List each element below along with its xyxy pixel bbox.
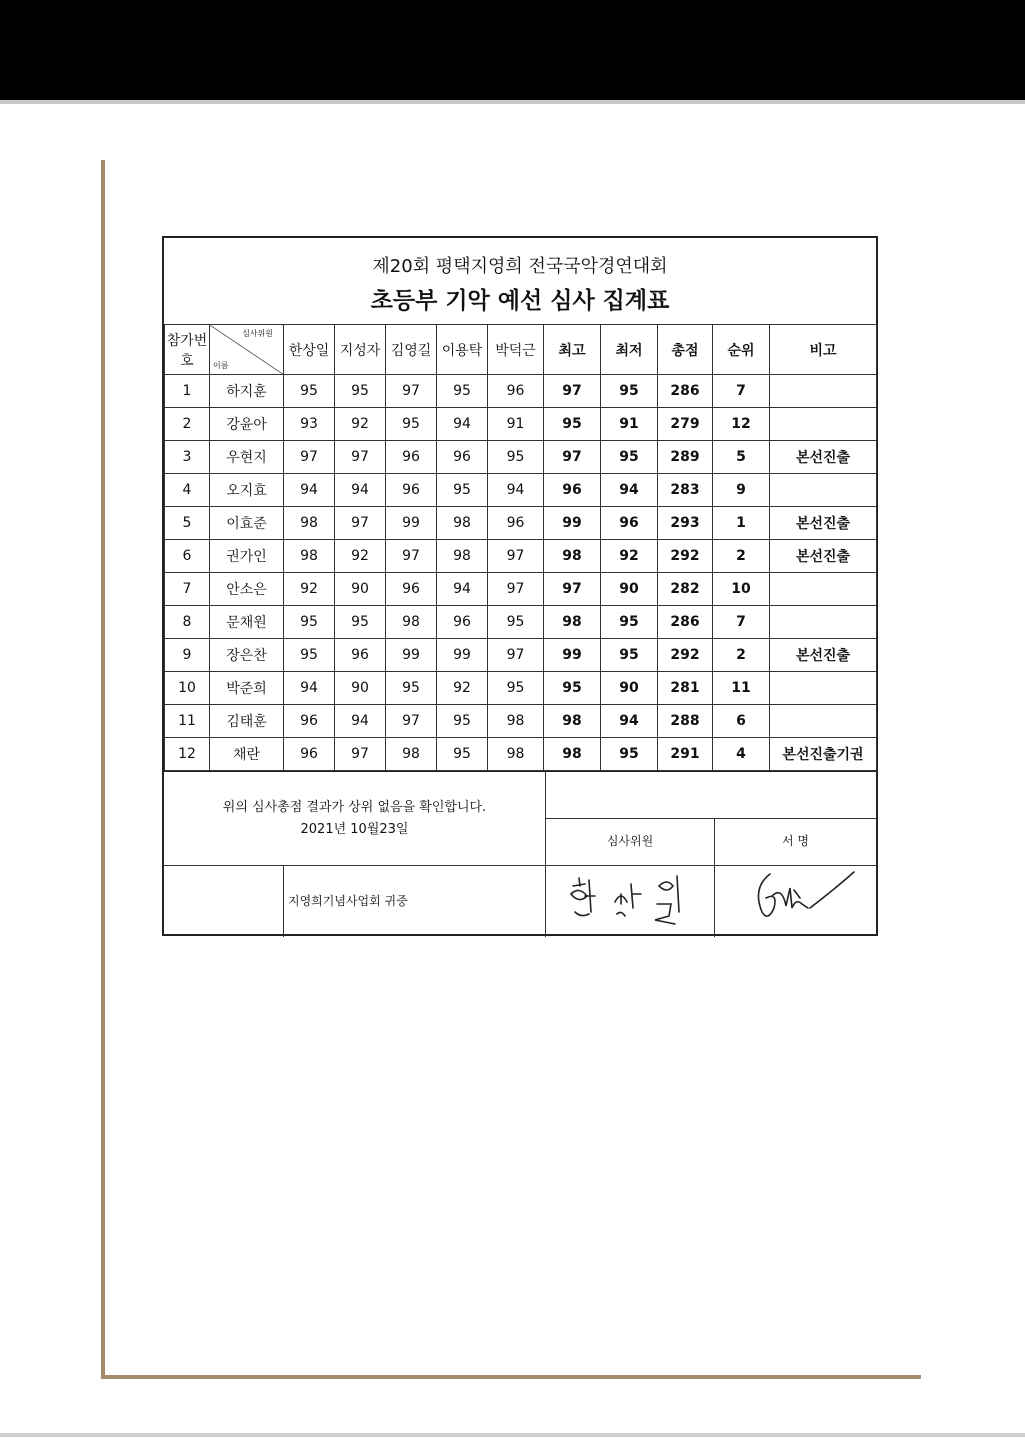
confirmation-box <box>164 772 545 865</box>
note: 본선진출 <box>770 507 877 540</box>
table-row <box>165 705 877 738</box>
score-judge-5: 96 <box>488 507 544 540</box>
score-judge-2: 96 <box>335 639 386 672</box>
score-judge-5: 98 <box>488 705 544 738</box>
contestant-name: 장은찬 <box>210 639 284 672</box>
paper-bottom-edge <box>101 1375 921 1379</box>
header-total: 총점 <box>658 325 713 375</box>
total-score: 283 <box>658 474 713 507</box>
score-judge-3: 96 <box>386 573 437 606</box>
score-judge-1: 95 <box>284 639 335 672</box>
score-judge-1: 93 <box>284 408 335 441</box>
max-score: 95 <box>544 672 601 705</box>
table-row <box>165 441 877 474</box>
note <box>770 705 877 738</box>
score-judge-1: 95 <box>284 606 335 639</box>
total-score: 293 <box>658 507 713 540</box>
confirmation-date: 2021년 10월23일 <box>300 822 409 837</box>
min-score: 92 <box>601 540 658 573</box>
score-judge-2: 94 <box>335 705 386 738</box>
header-judge-5: 박덕근 <box>488 325 544 375</box>
total-score: 282 <box>658 573 713 606</box>
bottom-divider <box>0 1433 1025 1437</box>
table-row <box>165 540 877 573</box>
max-score: 96 <box>544 474 601 507</box>
score-judge-1: 96 <box>284 705 335 738</box>
score-judge-4: 95 <box>437 738 488 771</box>
score-judge-3: 97 <box>386 705 437 738</box>
score-judge-4: 98 <box>437 540 488 573</box>
contestant-name: 우현지 <box>210 441 284 474</box>
table-row <box>165 507 877 540</box>
max-score: 97 <box>544 375 601 408</box>
entry-no: 12 <box>165 738 210 771</box>
max-score: 98 <box>544 540 601 573</box>
note <box>770 573 877 606</box>
min-score: 95 <box>601 441 658 474</box>
total-score: 288 <box>658 705 713 738</box>
score-judge-3: 98 <box>386 738 437 771</box>
entry-no: 5 <box>165 507 210 540</box>
signature-column-label: 서 명 <box>782 834 809 848</box>
note: 본선진출기권 <box>770 738 877 771</box>
rank: 7 <box>713 375 770 408</box>
header-rank: 순위 <box>713 325 770 375</box>
contestant-name: 하지훈 <box>210 375 284 408</box>
header-judge-2: 지성자 <box>335 325 386 375</box>
entry-no: 2 <box>165 408 210 441</box>
score-judge-5: 94 <box>488 474 544 507</box>
score-judge-5: 91 <box>488 408 544 441</box>
score-judge-2: 90 <box>335 573 386 606</box>
max-score: 97 <box>544 573 601 606</box>
score-judge-4: 94 <box>437 573 488 606</box>
table-row <box>165 639 877 672</box>
organization-name: 지영희기념사업회 귀중 <box>288 894 408 908</box>
score-judge-4: 99 <box>437 639 488 672</box>
rank: 11 <box>713 672 770 705</box>
entry-no: 8 <box>165 606 210 639</box>
contestant-name: 박준희 <box>210 672 284 705</box>
total-score: 286 <box>658 375 713 408</box>
total-score: 279 <box>658 408 713 441</box>
contestant-name: 권가인 <box>210 540 284 573</box>
max-score: 97 <box>544 441 601 474</box>
score-judge-5: 97 <box>488 573 544 606</box>
total-score: 292 <box>658 540 713 573</box>
score-judge-5: 96 <box>488 375 544 408</box>
note: 본선진출 <box>770 639 877 672</box>
score-judge-2: 97 <box>335 507 386 540</box>
score-judge-2: 90 <box>335 672 386 705</box>
score-sheet <box>162 236 878 936</box>
total-score: 291 <box>658 738 713 771</box>
score-judge-3: 99 <box>386 507 437 540</box>
score-judge-4: 92 <box>437 672 488 705</box>
max-score: 99 <box>544 639 601 672</box>
note <box>770 672 877 705</box>
score-judge-5: 97 <box>488 540 544 573</box>
confirmation-text: 위의 심사총점 결과가 상위 없음을 확인합니다. <box>222 800 487 815</box>
top-divider <box>0 100 1025 104</box>
rank: 7 <box>713 606 770 639</box>
table-row <box>165 474 877 507</box>
note <box>770 408 877 441</box>
total-score: 292 <box>658 639 713 672</box>
min-score: 96 <box>601 507 658 540</box>
rank: 9 <box>713 474 770 507</box>
score-judge-2: 92 <box>335 408 386 441</box>
score-judge-1: 98 <box>284 540 335 573</box>
score-judge-2: 95 <box>335 606 386 639</box>
confirmation-footer <box>164 771 876 937</box>
contestant-name: 오지효 <box>210 474 284 507</box>
rank: 2 <box>713 639 770 672</box>
score-judge-3: 96 <box>386 441 437 474</box>
table-body <box>165 375 877 771</box>
header-note: 비고 <box>770 325 877 375</box>
paper-left-edge <box>101 160 105 1378</box>
rank: 10 <box>713 573 770 606</box>
contest-title: 제20회 평택지영희 전국국악경연대회 <box>372 256 668 277</box>
score-judge-3: 98 <box>386 606 437 639</box>
score-judge-1: 95 <box>284 375 335 408</box>
score-judge-1: 94 <box>284 474 335 507</box>
score-judge-5: 95 <box>488 672 544 705</box>
sheet-title: 초등부 기악 예선 심사 집계표 <box>370 288 670 314</box>
table-header-row <box>165 325 877 375</box>
entry-no: 1 <box>165 375 210 408</box>
min-score: 91 <box>601 408 658 441</box>
entry-no: 9 <box>165 639 210 672</box>
note <box>770 606 877 639</box>
score-judge-3: 97 <box>386 540 437 573</box>
score-judge-5: 97 <box>488 639 544 672</box>
judge-handwritten-name <box>559 872 699 932</box>
contestant-name: 채란 <box>210 738 284 771</box>
header-judge-label: 심사위원 <box>242 329 273 338</box>
score-judge-2: 95 <box>335 375 386 408</box>
title-block <box>164 238 876 325</box>
contestant-name: 문채원 <box>210 606 284 639</box>
top-black-bar <box>0 0 1025 100</box>
score-judge-5: 95 <box>488 441 544 474</box>
score-judge-2: 97 <box>335 441 386 474</box>
header-name-label: 이름 <box>213 361 229 370</box>
rank: 6 <box>713 705 770 738</box>
entry-no: 6 <box>165 540 210 573</box>
max-score: 99 <box>544 507 601 540</box>
note <box>770 375 877 408</box>
score-judge-4: 96 <box>437 441 488 474</box>
min-score: 95 <box>601 375 658 408</box>
total-score: 281 <box>658 672 713 705</box>
score-judge-4: 95 <box>437 375 488 408</box>
header-max: 최고 <box>544 325 601 375</box>
max-score: 98 <box>544 606 601 639</box>
total-score: 289 <box>658 441 713 474</box>
score-judge-1: 92 <box>284 573 335 606</box>
rank: 1 <box>713 507 770 540</box>
max-score: 98 <box>544 705 601 738</box>
max-score: 95 <box>544 408 601 441</box>
score-judge-2: 94 <box>335 474 386 507</box>
score-judge-5: 95 <box>488 606 544 639</box>
min-score: 94 <box>601 705 658 738</box>
table-row <box>165 738 877 771</box>
entry-no: 10 <box>165 672 210 705</box>
table-row <box>165 408 877 441</box>
rank: 2 <box>713 540 770 573</box>
score-judge-4: 96 <box>437 606 488 639</box>
header-judge-4: 이용탁 <box>437 325 488 375</box>
min-score: 94 <box>601 474 658 507</box>
contestant-name: 김태훈 <box>210 705 284 738</box>
min-score: 90 <box>601 573 658 606</box>
rank: 12 <box>713 408 770 441</box>
note: 본선진출 <box>770 540 877 573</box>
rank: 5 <box>713 441 770 474</box>
score-judge-3: 97 <box>386 375 437 408</box>
score-judge-4: 95 <box>437 474 488 507</box>
contestant-name: 안소은 <box>210 573 284 606</box>
score-judge-2: 97 <box>335 738 386 771</box>
table-row <box>165 606 877 639</box>
rank: 4 <box>713 738 770 771</box>
header-judge-3: 김영길 <box>386 325 437 375</box>
score-judge-4: 98 <box>437 507 488 540</box>
score-judge-1: 97 <box>284 441 335 474</box>
header-judge-1: 한상일 <box>284 325 335 375</box>
header-min: 최저 <box>601 325 658 375</box>
note: 본선진출 <box>770 441 877 474</box>
contestant-name: 이효준 <box>210 507 284 540</box>
score-judge-4: 94 <box>437 408 488 441</box>
entry-no: 3 <box>165 441 210 474</box>
score-judge-3: 96 <box>386 474 437 507</box>
score-judge-4: 95 <box>437 705 488 738</box>
judge-column-label: 심사위원 <box>606 834 654 848</box>
header-entry-no: 참가번호 <box>165 325 210 375</box>
score-judge-5: 98 <box>488 738 544 771</box>
header-judge-name-split <box>210 325 284 375</box>
score-judge-3: 95 <box>386 408 437 441</box>
table-row <box>165 375 877 408</box>
entry-no: 4 <box>165 474 210 507</box>
entry-no: 11 <box>165 705 210 738</box>
signature-mark <box>744 868 864 930</box>
entry-no: 7 <box>165 573 210 606</box>
min-score: 95 <box>601 606 658 639</box>
score-judge-3: 95 <box>386 672 437 705</box>
min-score: 95 <box>601 639 658 672</box>
total-score: 286 <box>658 606 713 639</box>
score-judge-1: 98 <box>284 507 335 540</box>
table-row <box>165 573 877 606</box>
score-table <box>164 324 877 771</box>
max-score: 98 <box>544 738 601 771</box>
table-row <box>165 672 877 705</box>
score-judge-2: 92 <box>335 540 386 573</box>
score-judge-1: 94 <box>284 672 335 705</box>
score-judge-3: 99 <box>386 639 437 672</box>
min-score: 90 <box>601 672 658 705</box>
note <box>770 474 877 507</box>
min-score: 95 <box>601 738 658 771</box>
contestant-name: 강윤아 <box>210 408 284 441</box>
score-judge-1: 96 <box>284 738 335 771</box>
